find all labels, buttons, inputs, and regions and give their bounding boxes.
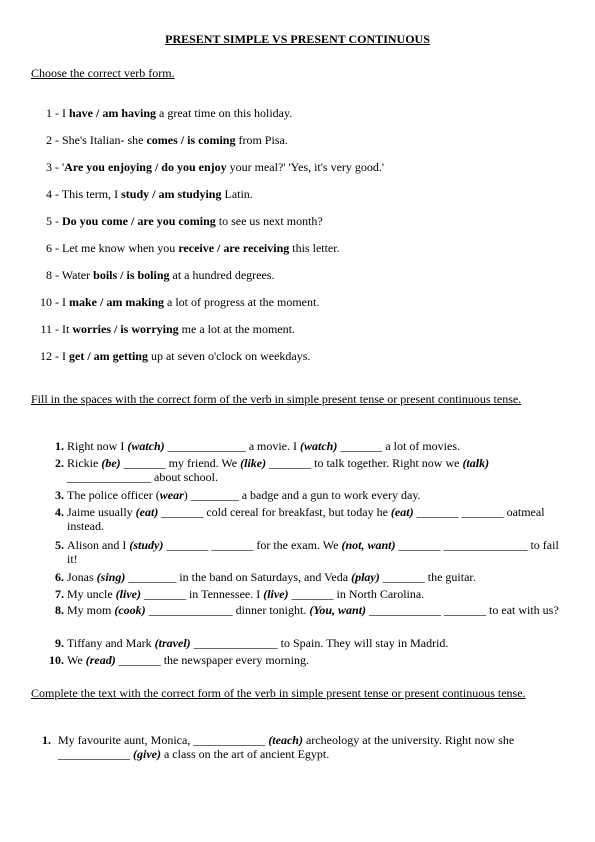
item-text-part: archeology at the university. Right now she ____________ (58, 733, 515, 761)
verb-cue: (talk) (462, 456, 490, 470)
verb-choice: Do you come / are you coming (62, 214, 216, 228)
item-text (67, 488, 564, 502)
item-number: 4. (55, 505, 64, 519)
choice-item: 10 - I make / am making a lot of progress at the moment. (0, 295, 319, 309)
verb-cue: wear (159, 488, 184, 502)
item-text-part: Jaime usually (67, 505, 136, 519)
verb-cue: (You, want) (309, 603, 367, 617)
item-number: 3 (46, 160, 52, 174)
item-text-part: _______ cold cereal for breakfast, but today he (158, 505, 391, 519)
item-number: 1. (55, 439, 64, 453)
choice-item: 11 - It worries / is worrying me a lot at the moment. (0, 322, 295, 336)
exercise-item (44, 538, 564, 566)
choice-item: 4 - This term, I study / am studying Latin. (0, 187, 253, 201)
verb-cue: (play) (351, 570, 380, 584)
item-text-part: _______ _______ for the exam. We (163, 538, 342, 552)
item-text (67, 538, 564, 566)
item-text-part: _______ the newspaper every morning. (115, 653, 309, 667)
item-text: at a hundred degrees. (169, 268, 275, 282)
item-text: a great time on this holiday. (156, 106, 293, 120)
item-text-part: ______________ dinner tonight. (145, 603, 310, 617)
verb-cue: (sing) (96, 570, 126, 584)
item-number: 10. (49, 653, 64, 667)
choice-item: 2 - She's Italian- she comes / is coming from Pisa. (0, 133, 288, 147)
item-text: I (62, 349, 69, 363)
item-text-part: Rickie (67, 456, 102, 470)
item-number: 5. (55, 538, 64, 552)
exercise-item (44, 456, 564, 484)
choice-item: 1 - I have / am having a great time on this holiday. (0, 106, 292, 120)
verb-cue: (read) (85, 653, 116, 667)
item-text: It (62, 322, 73, 336)
item-text: from Pisa. (235, 133, 288, 147)
section1-instruction: Choose the correct verb form. (31, 66, 175, 80)
item-number: 2 (46, 133, 52, 147)
item-number: 12 (40, 349, 52, 363)
item-text (67, 439, 564, 453)
item-text-part: Tiffany and Mark (67, 636, 155, 650)
verb-cue: (live) (115, 587, 141, 601)
item-text: this letter. (289, 241, 340, 255)
verb-cue: (teach) (268, 733, 303, 747)
item-text-part: ________ in the band on Saturdays, and Veda (125, 570, 352, 584)
choice-item: 3 - 'Are you enjoying / do you enjoy your meal?' 'Yes, it's very good.' (0, 160, 384, 174)
item-number: 5 (46, 214, 52, 228)
item-number: 9. (55, 636, 64, 650)
item-text-part: ) ________ a badge and a gun to work every day. (183, 488, 421, 502)
item-text-part: Alison and I (67, 538, 130, 552)
verb-choice: study / am studying (121, 187, 222, 201)
exercise-item (44, 587, 564, 601)
item-number: 6 (46, 241, 52, 255)
item-number: 2. (55, 456, 64, 470)
item-text (67, 636, 564, 650)
verb-choice: comes / is coming (146, 133, 236, 147)
verb-cue: (cook) (114, 603, 146, 617)
choice-item: 6 - Let me know when you receive / are receiving this letter. (0, 241, 340, 255)
verb-choice: get / am getting (69, 349, 148, 363)
item-text-part: We (67, 653, 86, 667)
verb-choice: make / am making (69, 295, 165, 309)
item-text-part: Jonas (67, 570, 97, 584)
verb-cue: (be) (101, 456, 121, 470)
exercise-item (44, 653, 564, 667)
item-number: 1 (46, 106, 52, 120)
choice-item: 8 - Water boils / is boling at a hundred degrees. (0, 268, 274, 282)
item-text-part: _______ the guitar. (379, 570, 476, 584)
item-text: Let me know when you (62, 241, 179, 255)
item-text-part: ____________ _______ to eat with us? (366, 603, 559, 617)
section2-instruction: Fill in the spaces with the correct form of the verb in simple present tense or present continuous tense. (31, 392, 522, 406)
item-text-part: My favourite aunt, Monica, ____________ (58, 733, 269, 747)
item-text-part: _____________ a movie. I (164, 439, 301, 453)
item-text-part: _______ a lot of movies. (337, 439, 461, 453)
item-text-part: _______ to talk together. Right now we (266, 456, 463, 470)
verb-cue: (travel) (154, 636, 191, 650)
item-text: to see us next month? (215, 214, 323, 228)
item-text (67, 587, 564, 601)
item-number: 6. (55, 570, 64, 584)
item-number: 8. (55, 603, 64, 617)
verb-choice: receive / are receiving (178, 241, 290, 255)
verb-choice: worries / is worrying (72, 322, 179, 336)
item-number: 8 (46, 268, 52, 282)
item-text-part: _______ in Tennessee. I (140, 587, 264, 601)
item-number: 3. (55, 488, 64, 502)
item-text: This term, I (61, 187, 122, 201)
exercise-item (44, 636, 564, 650)
item-text-part: Right now I (67, 439, 128, 453)
item-text (67, 456, 564, 484)
verb-cue: (live) (263, 587, 289, 601)
item-text: I (62, 106, 69, 120)
verb-cue: (eat) (390, 505, 414, 519)
verb-choice: boils / is boling (93, 268, 170, 282)
item-text-part: a class on the art of ancient Egypt. (160, 747, 330, 761)
choice-item: 5 - Do you come / are you coming to see us next month? (0, 214, 323, 228)
item-text: your meal?' 'Yes, it's very good.' (226, 160, 385, 174)
exercise-item (44, 439, 564, 453)
item-number: 11 (40, 322, 52, 336)
verb-cue: (not, want) (341, 538, 396, 552)
item-text-part: The police officer ( (67, 488, 160, 502)
item-number: 10 (40, 295, 52, 309)
item-text: I (62, 295, 69, 309)
verb-cue: (give) (133, 747, 161, 761)
item-number: 1. (42, 733, 51, 747)
exercise-item (44, 488, 564, 502)
item-text: She's Italian- she (62, 133, 147, 147)
verb-cue: (watch) (127, 439, 165, 453)
item-text (58, 733, 567, 761)
item-text (67, 603, 564, 617)
item-text (67, 653, 564, 667)
verb-cue: (watch) (300, 439, 338, 453)
exercise-item (44, 505, 564, 533)
item-text-part: ______________ to Spain. They will stay in Madrid. (190, 636, 449, 650)
exercise-item (44, 603, 564, 617)
item-text: Latin. (221, 187, 253, 201)
verb-cue: (study) (129, 538, 164, 552)
exercise-item (44, 570, 564, 584)
item-text: Water (61, 268, 94, 282)
item-text-part: _______ _______ oatmeal instead. (67, 505, 545, 533)
item-number: 7. (55, 587, 64, 601)
item-text-part: ______________ about school. (67, 470, 218, 484)
section3-instruction: Complete the text with the correct form of the verb in simple present tense or present continuous tense. (31, 686, 526, 700)
item-text: me a lot at the moment. (178, 322, 295, 336)
item-text: ' (62, 160, 65, 174)
item-text: up at seven o'clock on weekdays. (147, 349, 311, 363)
choice-item: 12 - I get / am getting up at seven o'clock on weekdays. (0, 349, 310, 363)
verb-choice: Are you enjoying / do you enjoy (64, 160, 227, 174)
page-title: PRESENT SIMPLE VS PRESENT CONTINUOUS (165, 32, 430, 46)
item-text-part: _______ in North Carolina. (288, 587, 425, 601)
verb-choice: have / am having (69, 106, 157, 120)
item-number: 4 (46, 187, 52, 201)
item-text-part: My uncle (67, 587, 116, 601)
item-text: a lot of progress at the moment. (164, 295, 320, 309)
item-text-part: _______ my friend. We (120, 456, 241, 470)
verb-cue: (eat) (135, 505, 159, 519)
item-text-part: _______ ______________ to fail it! (67, 538, 559, 566)
verb-cue: (like) (240, 456, 267, 470)
item-text-part: My mom (67, 603, 115, 617)
exercise-item (32, 733, 567, 761)
item-text (67, 505, 564, 533)
item-text (67, 570, 564, 584)
